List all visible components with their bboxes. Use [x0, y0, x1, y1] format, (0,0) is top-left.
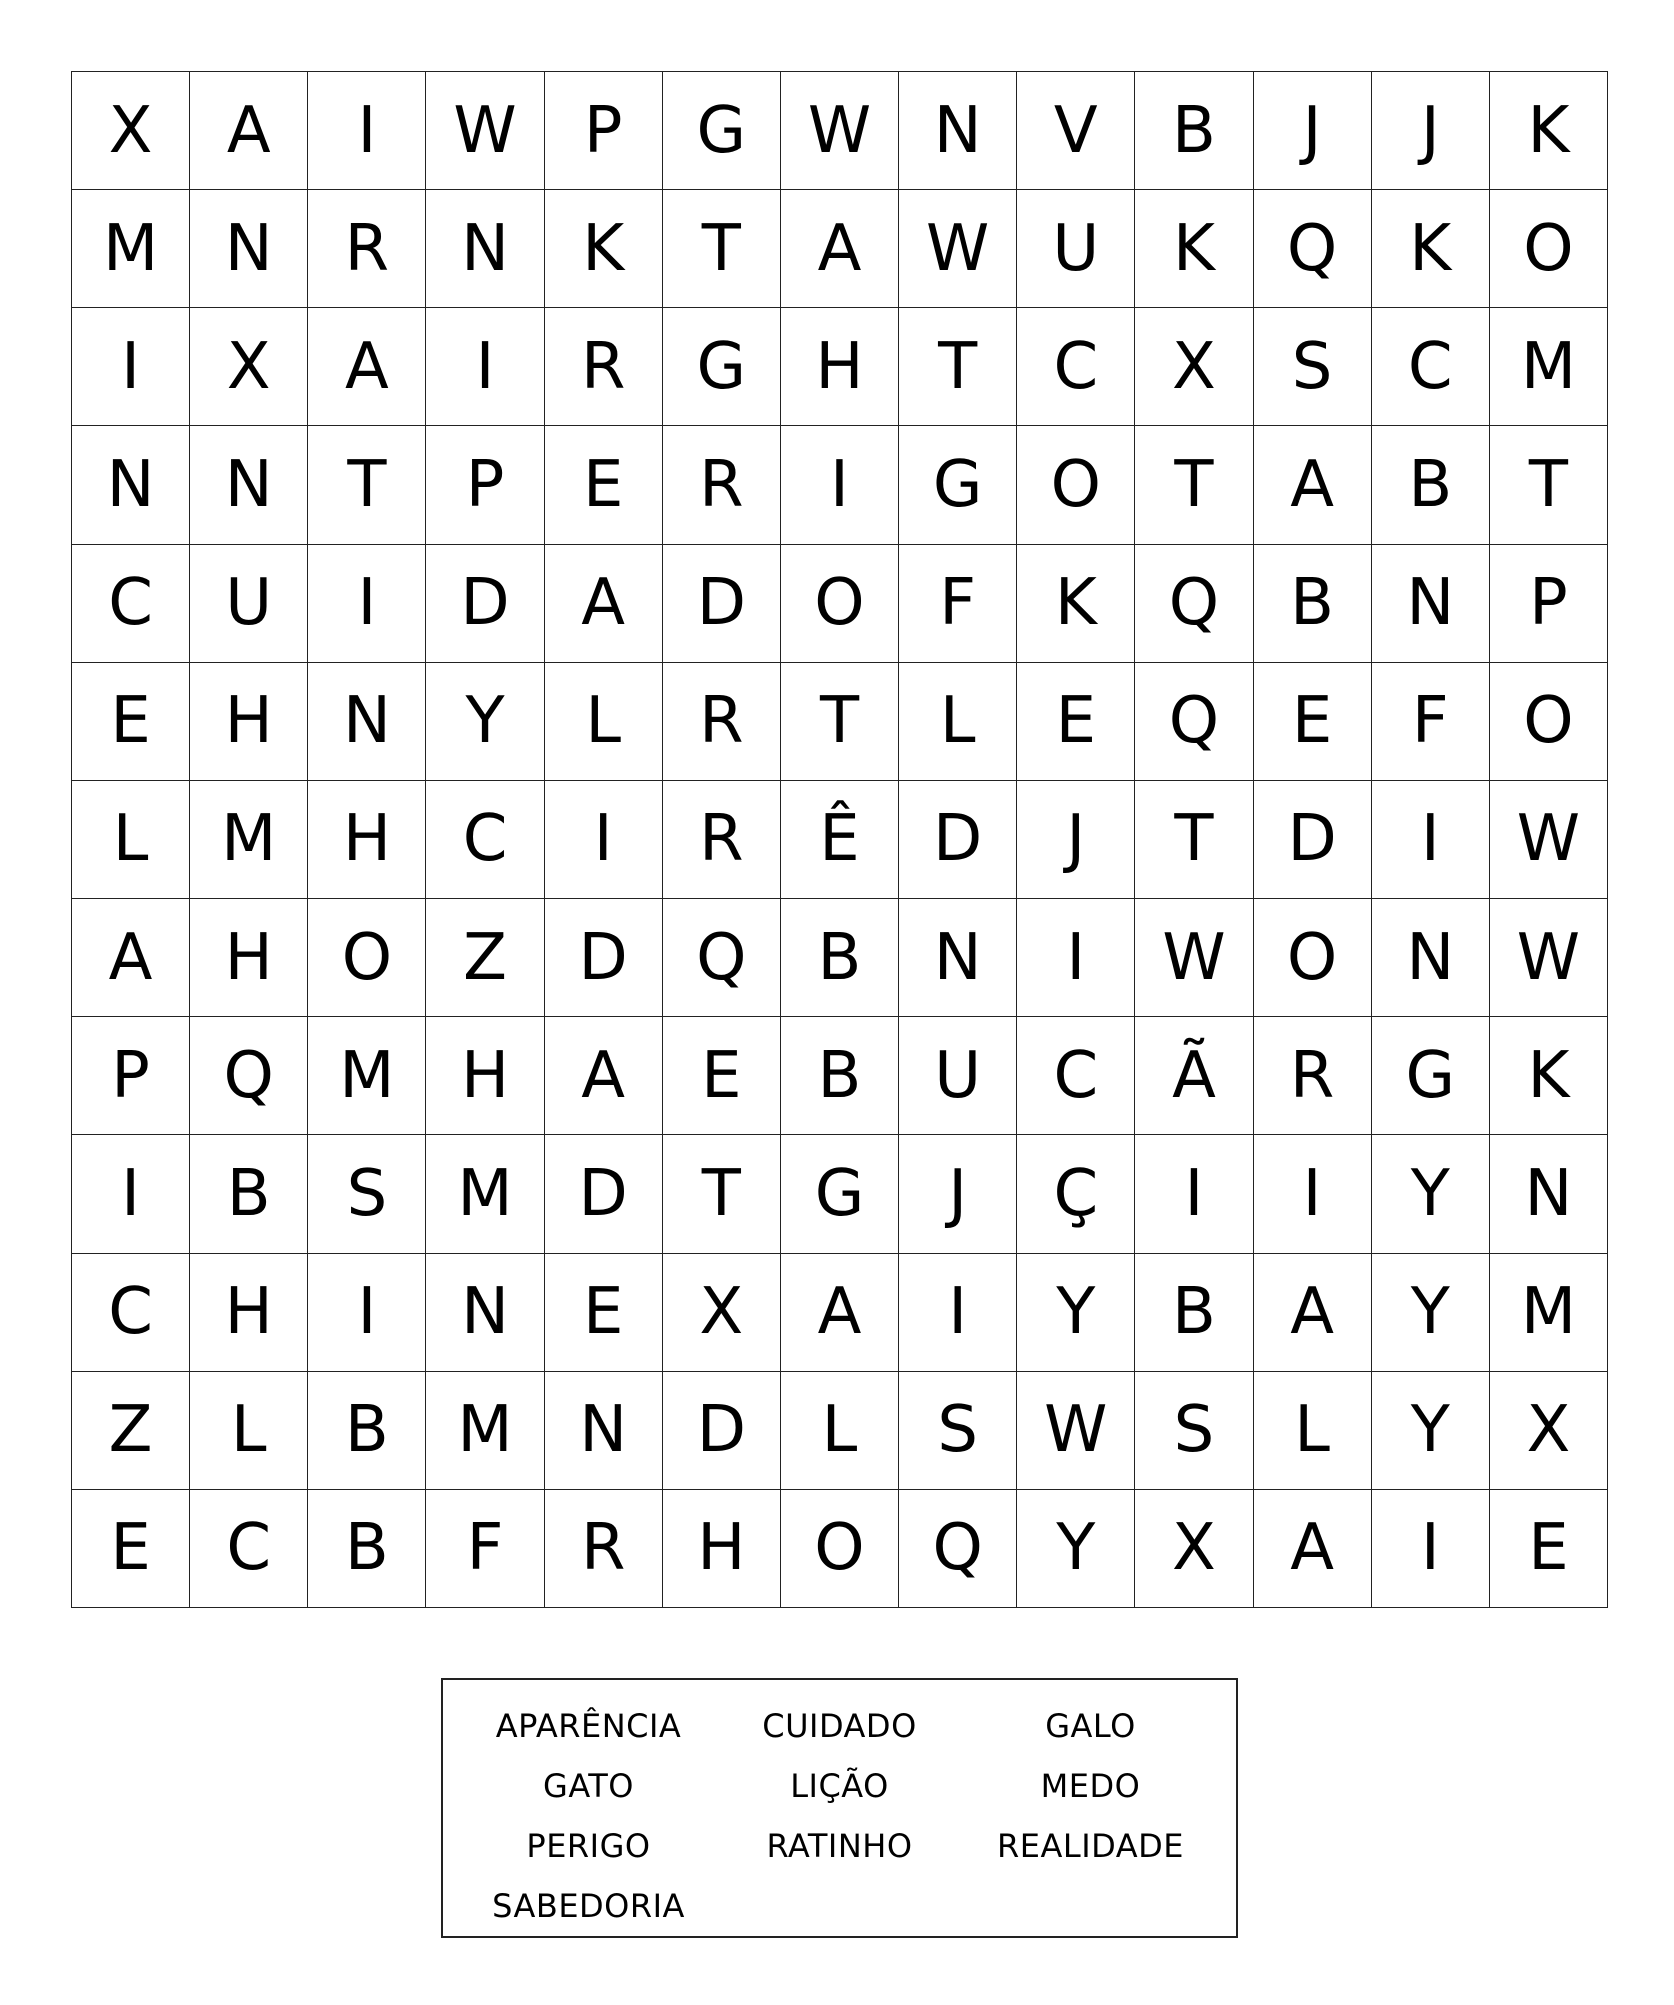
- grid-cell[interactable]: B: [190, 1135, 308, 1253]
- grid-cell[interactable]: N: [72, 426, 190, 544]
- grid-cell[interactable]: C: [426, 781, 544, 899]
- grid-cell[interactable]: G: [663, 72, 781, 190]
- grid-cell[interactable]: R: [663, 426, 781, 544]
- grid-cell[interactable]: A: [545, 1017, 663, 1135]
- grid-cell[interactable]: I: [72, 308, 190, 426]
- grid-cell[interactable]: O: [308, 899, 426, 1017]
- grid-cell[interactable]: L: [781, 1372, 899, 1490]
- grid-cell[interactable]: A: [1254, 426, 1372, 544]
- grid-cell[interactable]: I: [1254, 1135, 1372, 1253]
- grid-cell[interactable]: B: [1372, 426, 1490, 544]
- grid-cell[interactable]: X: [1135, 308, 1253, 426]
- word-list-item: MEDO: [1040, 1767, 1141, 1805]
- grid-cell[interactable]: C: [1372, 308, 1490, 426]
- grid-cell[interactable]: Ã: [1135, 1017, 1253, 1135]
- grid-cell[interactable]: K: [1490, 72, 1608, 190]
- grid-cell[interactable]: E: [72, 1490, 190, 1608]
- grid-cell[interactable]: I: [308, 72, 426, 190]
- grid-cell[interactable]: R: [545, 1490, 663, 1608]
- grid-cell[interactable]: C: [1017, 308, 1135, 426]
- grid-cell[interactable]: R: [663, 663, 781, 781]
- grid-cell[interactable]: T: [781, 663, 899, 781]
- grid-cell[interactable]: J: [1372, 72, 1490, 190]
- grid-cell[interactable]: D: [545, 1135, 663, 1253]
- grid-cell[interactable]: H: [663, 1490, 781, 1608]
- grid-cell[interactable]: T: [1490, 426, 1608, 544]
- grid-cell[interactable]: B: [1135, 72, 1253, 190]
- grid-cell[interactable]: H: [190, 1254, 308, 1372]
- grid-cell[interactable]: B: [1135, 1254, 1253, 1372]
- grid-cell[interactable]: E: [663, 1017, 781, 1135]
- grid-cell[interactable]: N: [545, 1372, 663, 1490]
- grid-cell[interactable]: T: [308, 426, 426, 544]
- grid-cell[interactable]: S: [1135, 1372, 1253, 1490]
- grid-cell[interactable]: X: [72, 72, 190, 190]
- grid-cell[interactable]: H: [190, 899, 308, 1017]
- grid-cell[interactable]: Y: [1372, 1135, 1490, 1253]
- grid-cell[interactable]: R: [1254, 1017, 1372, 1135]
- grid-cell[interactable]: A: [781, 190, 899, 308]
- grid-cell[interactable]: P: [545, 72, 663, 190]
- grid-cell[interactable]: I: [1372, 1490, 1490, 1608]
- grid-cell[interactable]: Y: [1372, 1254, 1490, 1372]
- word-list-item: RATINHO: [766, 1827, 913, 1865]
- grid-cell[interactable]: N: [308, 663, 426, 781]
- grid-cell[interactable]: Q: [899, 1490, 1017, 1608]
- grid-cell[interactable]: Q: [1254, 190, 1372, 308]
- grid-cell[interactable]: K: [545, 190, 663, 308]
- grid-cell[interactable]: B: [1254, 545, 1372, 663]
- grid-cell[interactable]: Ç: [1017, 1135, 1135, 1253]
- grid-cell[interactable]: N: [1372, 545, 1490, 663]
- grid-cell[interactable]: N: [899, 899, 1017, 1017]
- grid-cell[interactable]: Q: [1135, 663, 1253, 781]
- grid-cell[interactable]: I: [545, 781, 663, 899]
- grid-cell[interactable]: N: [899, 72, 1017, 190]
- grid-cell[interactable]: I: [1372, 781, 1490, 899]
- grid-cell[interactable]: S: [1254, 308, 1372, 426]
- grid-cell[interactable]: H: [781, 308, 899, 426]
- grid-cell[interactable]: O: [781, 1490, 899, 1608]
- grid-cell[interactable]: X: [190, 308, 308, 426]
- grid-cell[interactable]: I: [899, 1254, 1017, 1372]
- grid-cell[interactable]: I: [1017, 899, 1135, 1017]
- grid-cell[interactable]: K: [1135, 190, 1253, 308]
- grid-cell[interactable]: N: [426, 190, 544, 308]
- grid-cell[interactable]: T: [1135, 426, 1253, 544]
- grid-cell[interactable]: Y: [1017, 1490, 1135, 1608]
- grid-cell[interactable]: C: [72, 545, 190, 663]
- grid-cell[interactable]: I: [308, 1254, 426, 1372]
- word-list-item: REALIDADE: [997, 1827, 1184, 1865]
- grid-cell[interactable]: A: [1254, 1254, 1372, 1372]
- grid-cell[interactable]: Ê: [781, 781, 899, 899]
- word-list-item: PERIGO: [526, 1827, 651, 1865]
- grid-cell[interactable]: D: [1254, 781, 1372, 899]
- grid-cell[interactable]: H: [190, 663, 308, 781]
- grid-cell[interactable]: L: [545, 663, 663, 781]
- grid-cell[interactable]: N: [426, 1254, 544, 1372]
- grid-cell[interactable]: B: [308, 1490, 426, 1608]
- grid-cell[interactable]: E: [1254, 663, 1372, 781]
- grid-cell[interactable]: U: [1017, 190, 1135, 308]
- grid-cell[interactable]: O: [1254, 899, 1372, 1017]
- grid-cell[interactable]: W: [781, 72, 899, 190]
- grid-cell[interactable]: G: [1372, 1017, 1490, 1135]
- grid-cell[interactable]: M: [426, 1372, 544, 1490]
- grid-cell[interactable]: W: [1490, 781, 1608, 899]
- grid-cell[interactable]: D: [545, 899, 663, 1017]
- grid-cell[interactable]: A: [781, 1254, 899, 1372]
- grid-cell[interactable]: Y: [1372, 1372, 1490, 1490]
- grid-cell[interactable]: W: [1017, 1372, 1135, 1490]
- grid-cell[interactable]: J: [899, 1135, 1017, 1253]
- grid-cell[interactable]: P: [426, 426, 544, 544]
- grid-cell[interactable]: K: [1017, 545, 1135, 663]
- grid-cell[interactable]: N: [190, 426, 308, 544]
- grid-cell[interactable]: I: [72, 1135, 190, 1253]
- grid-cell[interactable]: E: [1017, 663, 1135, 781]
- grid-cell[interactable]: G: [781, 1135, 899, 1253]
- grid-cell[interactable]: R: [663, 781, 781, 899]
- grid-cell[interactable]: A: [1254, 1490, 1372, 1608]
- grid-cell[interactable]: H: [426, 1017, 544, 1135]
- grid-cell[interactable]: I: [426, 308, 544, 426]
- grid-cell[interactable]: E: [72, 663, 190, 781]
- grid-cell[interactable]: M: [1490, 308, 1608, 426]
- grid-cell[interactable]: U: [190, 545, 308, 663]
- grid-cell[interactable]: T: [663, 1135, 781, 1253]
- grid-cell[interactable]: L: [72, 781, 190, 899]
- grid-cell[interactable]: I: [308, 545, 426, 663]
- grid-cell[interactable]: P: [72, 1017, 190, 1135]
- grid-cell[interactable]: B: [308, 1372, 426, 1490]
- grid-cell[interactable]: V: [1017, 72, 1135, 190]
- grid-cell[interactable]: W: [899, 190, 1017, 308]
- grid-cell[interactable]: L: [899, 663, 1017, 781]
- grid-cell[interactable]: K: [1372, 190, 1490, 308]
- grid-cell[interactable]: O: [1490, 190, 1608, 308]
- grid-cell[interactable]: F: [899, 545, 1017, 663]
- grid-cell[interactable]: S: [308, 1135, 426, 1253]
- grid-cell[interactable]: M: [1490, 1254, 1608, 1372]
- grid-cell[interactable]: F: [1372, 663, 1490, 781]
- grid-cell[interactable]: A: [190, 72, 308, 190]
- grid-cell[interactable]: R: [545, 308, 663, 426]
- grid-cell[interactable]: N: [1490, 1135, 1608, 1253]
- grid-cell[interactable]: C: [1017, 1017, 1135, 1135]
- grid-cell[interactable]: T: [663, 190, 781, 308]
- grid-cell[interactable]: X: [663, 1254, 781, 1372]
- grid-cell[interactable]: B: [781, 899, 899, 1017]
- grid-cell[interactable]: G: [663, 308, 781, 426]
- word-list-item: SABEDORIA: [492, 1887, 685, 1925]
- grid-cell[interactable]: Z: [72, 1372, 190, 1490]
- grid-cell[interactable]: X: [1135, 1490, 1253, 1608]
- grid-cell[interactable]: M: [72, 190, 190, 308]
- grid-cell[interactable]: G: [899, 426, 1017, 544]
- grid-cell[interactable]: D: [663, 1372, 781, 1490]
- grid-cell[interactable]: D: [663, 545, 781, 663]
- grid-cell[interactable]: R: [308, 190, 426, 308]
- grid-cell[interactable]: A: [72, 899, 190, 1017]
- grid-cell[interactable]: N: [190, 190, 308, 308]
- grid-cell[interactable]: W: [426, 72, 544, 190]
- grid-cell[interactable]: A: [545, 545, 663, 663]
- grid-cell[interactable]: C: [190, 1490, 308, 1608]
- grid-cell[interactable]: I: [1135, 1135, 1253, 1253]
- grid-cell[interactable]: E: [545, 426, 663, 544]
- grid-cell[interactable]: D: [899, 781, 1017, 899]
- grid-cell[interactable]: C: [72, 1254, 190, 1372]
- grid-cell[interactable]: L: [190, 1372, 308, 1490]
- grid-cell[interactable]: Z: [426, 899, 544, 1017]
- grid-cell[interactable]: M: [190, 781, 308, 899]
- word-list-item: CUIDADO: [762, 1707, 917, 1745]
- grid-cell[interactable]: T: [899, 308, 1017, 426]
- grid-cell[interactable]: Q: [663, 899, 781, 1017]
- word-list-item: GALO: [1045, 1707, 1136, 1745]
- grid-cell[interactable]: F: [426, 1490, 544, 1608]
- grid-cell[interactable]: T: [1135, 781, 1253, 899]
- word-list: [441, 1678, 1238, 1938]
- letter-grid: [71, 71, 1608, 1608]
- grid-cell[interactable]: Y: [426, 663, 544, 781]
- grid-cell[interactable]: S: [899, 1372, 1017, 1490]
- grid-cell[interactable]: U: [899, 1017, 1017, 1135]
- word-list-item: GATO: [543, 1767, 634, 1805]
- grid-cell[interactable]: P: [1490, 545, 1608, 663]
- grid-cell[interactable]: Q: [1135, 545, 1253, 663]
- word-list-item: APARÊNCIA: [495, 1707, 682, 1745]
- grid-cell[interactable]: L: [1254, 1372, 1372, 1490]
- grid-cell[interactable]: O: [1490, 663, 1608, 781]
- grid-cell[interactable]: Y: [1017, 1254, 1135, 1372]
- grid-cell[interactable]: W: [1490, 899, 1608, 1017]
- grid-cell[interactable]: M: [426, 1135, 544, 1253]
- grid-cell[interactable]: I: [781, 426, 899, 544]
- grid-cell[interactable]: A: [308, 308, 426, 426]
- grid-cell[interactable]: N: [1372, 899, 1490, 1017]
- grid-cell[interactable]: E: [545, 1254, 663, 1372]
- grid-cell[interactable]: X: [1490, 1372, 1608, 1490]
- grid-cell[interactable]: J: [1017, 781, 1135, 899]
- grid-cell[interactable]: J: [1254, 72, 1372, 190]
- grid-cell[interactable]: W: [1135, 899, 1253, 1017]
- word-list-item: LIÇÃO: [790, 1767, 889, 1805]
- grid-cell[interactable]: D: [426, 545, 544, 663]
- grid-cell[interactable]: K: [1490, 1017, 1608, 1135]
- grid-cell[interactable]: M: [308, 1017, 426, 1135]
- grid-cell[interactable]: E: [1490, 1490, 1608, 1608]
- grid-cell[interactable]: O: [1017, 426, 1135, 544]
- grid-cell[interactable]: B: [781, 1017, 899, 1135]
- grid-cell[interactable]: H: [308, 781, 426, 899]
- grid-cell[interactable]: Q: [190, 1017, 308, 1135]
- grid-cell[interactable]: O: [781, 545, 899, 663]
